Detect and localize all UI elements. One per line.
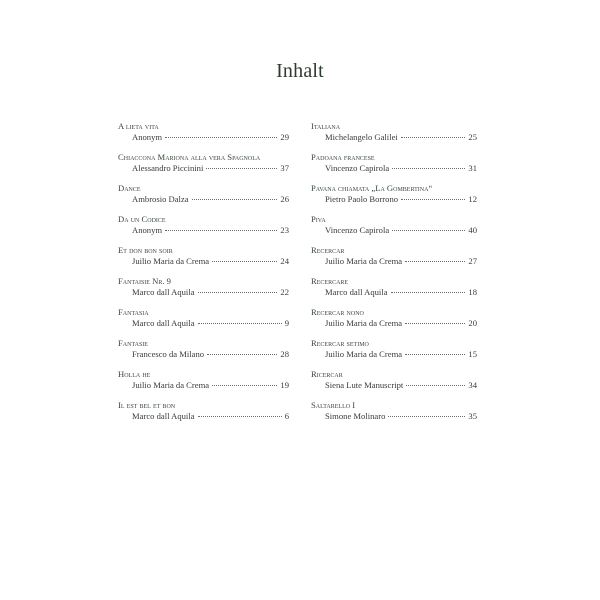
dot-leader: [392, 168, 465, 169]
composer-name: Alessandro Piccinini: [132, 163, 204, 173]
dot-leader: [388, 416, 465, 417]
toc-entry: [311, 183, 477, 214]
piece-title: Recercar: [311, 245, 345, 255]
page-number: 9: [284, 318, 289, 328]
entry-line: [311, 162, 477, 175]
entry-line: [118, 255, 289, 268]
piece-title: Chiaccona Mariona alla vera Spagnola: [118, 152, 261, 162]
composer-name: Juilio Maria da Crema: [132, 256, 210, 266]
toc-entry: [118, 369, 289, 400]
page-number: 6: [284, 411, 289, 421]
entry-line: [118, 348, 289, 361]
entry-line: [311, 255, 477, 268]
page-number: 12: [468, 194, 477, 204]
dot-leader: [391, 292, 466, 293]
piece-title: Recercare: [311, 276, 349, 286]
entry-line: [311, 379, 477, 392]
dot-leader: [401, 199, 465, 200]
entry-line: [311, 410, 477, 423]
entry-line: [118, 193, 289, 206]
page-number: 19: [280, 380, 289, 390]
piece-title: Fantaisie Nr. 9: [118, 276, 171, 286]
dot-leader: [392, 230, 465, 231]
composer-name: Marco dall Aquila: [132, 318, 195, 328]
dot-leader: [198, 416, 282, 417]
entry-line: [118, 131, 289, 144]
piece-title: Fantasie: [118, 338, 148, 348]
piece-title: Italiana: [311, 121, 341, 131]
entry-line: [311, 193, 477, 206]
dot-leader: [165, 137, 277, 138]
page-number: 34: [468, 380, 477, 390]
piece-title: Il est bel et bon: [118, 400, 176, 410]
piece-title: Ricercar: [311, 369, 343, 379]
piece-title: Saltarello I: [311, 400, 356, 410]
dot-leader: [198, 292, 278, 293]
composer-name: Vincenzo Capirola: [325, 163, 390, 173]
toc-entry: [311, 245, 477, 276]
toc-entry: [311, 369, 477, 400]
composer-name: Juilio Maria da Crema: [132, 380, 210, 390]
dot-leader: [212, 261, 277, 262]
toc-entry: [118, 245, 289, 276]
page-number: 35: [468, 411, 477, 421]
toc-right-column: [311, 121, 477, 431]
page-number: 23: [280, 225, 289, 235]
toc-entry: [118, 183, 289, 214]
composer-name: Francesco da Milano: [132, 349, 205, 359]
composer-name: Siena Lute Manuscript: [325, 380, 404, 390]
dot-leader: [198, 323, 282, 324]
piece-title: Dance: [118, 183, 141, 193]
page-number: 31: [468, 163, 477, 173]
toc-entry: [118, 152, 289, 183]
dot-leader: [165, 230, 277, 231]
dot-leader: [405, 354, 465, 355]
piece-title: Padoana francese: [311, 152, 375, 162]
dot-leader: [406, 385, 465, 386]
page-number: 29: [280, 132, 289, 142]
piece-title: Da un Codice: [118, 214, 166, 224]
toc-entry: [311, 214, 477, 245]
dot-leader: [207, 354, 277, 355]
toc-entry: [118, 400, 289, 431]
dot-leader: [401, 137, 466, 138]
entry-line: [118, 224, 289, 237]
entry-line: [311, 286, 477, 299]
piece-title: Piva: [311, 214, 326, 224]
composer-name: Juilio Maria da Crema: [325, 349, 403, 359]
toc-entry: [311, 152, 477, 183]
page-number: 15: [468, 349, 477, 359]
toc-entry: [118, 307, 289, 338]
composer-name: Michelangelo Galilei: [325, 132, 398, 142]
composer-name: Simone Molinaro: [325, 411, 386, 421]
composer-name: Marco dall Aquila: [325, 287, 388, 297]
composer-name: Pietro Paolo Borrono: [325, 194, 399, 204]
entry-line: [118, 379, 289, 392]
dot-leader: [405, 261, 465, 262]
piece-title: Holla he: [118, 369, 151, 379]
dot-leader: [405, 323, 465, 324]
page-number: 28: [280, 349, 289, 359]
piece-title: Recercar setimo: [311, 338, 369, 348]
page-title: Inhalt: [276, 60, 324, 82]
page-number: 20: [468, 318, 477, 328]
page-number: 18: [468, 287, 477, 297]
page-number: 27: [468, 256, 477, 266]
piece-title: Pavana chiamata „La Gombertina“: [311, 183, 433, 193]
entry-line: [311, 131, 477, 144]
entry-line: [311, 224, 477, 237]
entry-line: [311, 317, 477, 330]
piece-title: Recercar nono: [311, 307, 364, 317]
entry-line: [118, 286, 289, 299]
piece-title: A lieta vita: [118, 121, 159, 131]
entry-line: [118, 162, 289, 175]
composer-name: Vincenzo Capirola: [325, 225, 390, 235]
toc-entry: [311, 400, 477, 431]
dot-leader: [192, 199, 278, 200]
piece-title: Fantasia: [118, 307, 149, 317]
composer-name: Juilio Maria da Crema: [325, 256, 403, 266]
piece-title: Et don bon soir: [118, 245, 173, 255]
composer-name: Juilio Maria da Crema: [325, 318, 403, 328]
toc-entry: [311, 338, 477, 369]
page-number: 25: [468, 132, 477, 142]
toc-entry: [118, 338, 289, 369]
page-number: 24: [280, 256, 289, 266]
toc-entry: [311, 121, 477, 152]
toc-entry: [118, 121, 289, 152]
entry-line: [311, 348, 477, 361]
page-number: 40: [468, 225, 477, 235]
dot-leader: [212, 385, 277, 386]
toc-entry: [118, 214, 289, 245]
composer-name: Anonym: [132, 132, 163, 142]
toc-entry: [311, 307, 477, 338]
dot-leader: [206, 168, 277, 169]
composer-name: Marco dall Aquila: [132, 287, 195, 297]
composer-name: Ambrosio Dalza: [132, 194, 189, 204]
page-number: 37: [280, 163, 289, 173]
composer-name: Anonym: [132, 225, 163, 235]
entry-line: [118, 317, 289, 330]
page-number: 26: [280, 194, 289, 204]
toc-left-column: [118, 121, 289, 431]
toc-entry: [311, 276, 477, 307]
entry-line: [118, 410, 289, 423]
composer-name: Marco dall Aquila: [132, 411, 195, 421]
toc-entry: [118, 276, 289, 307]
page-number: 22: [280, 287, 289, 297]
